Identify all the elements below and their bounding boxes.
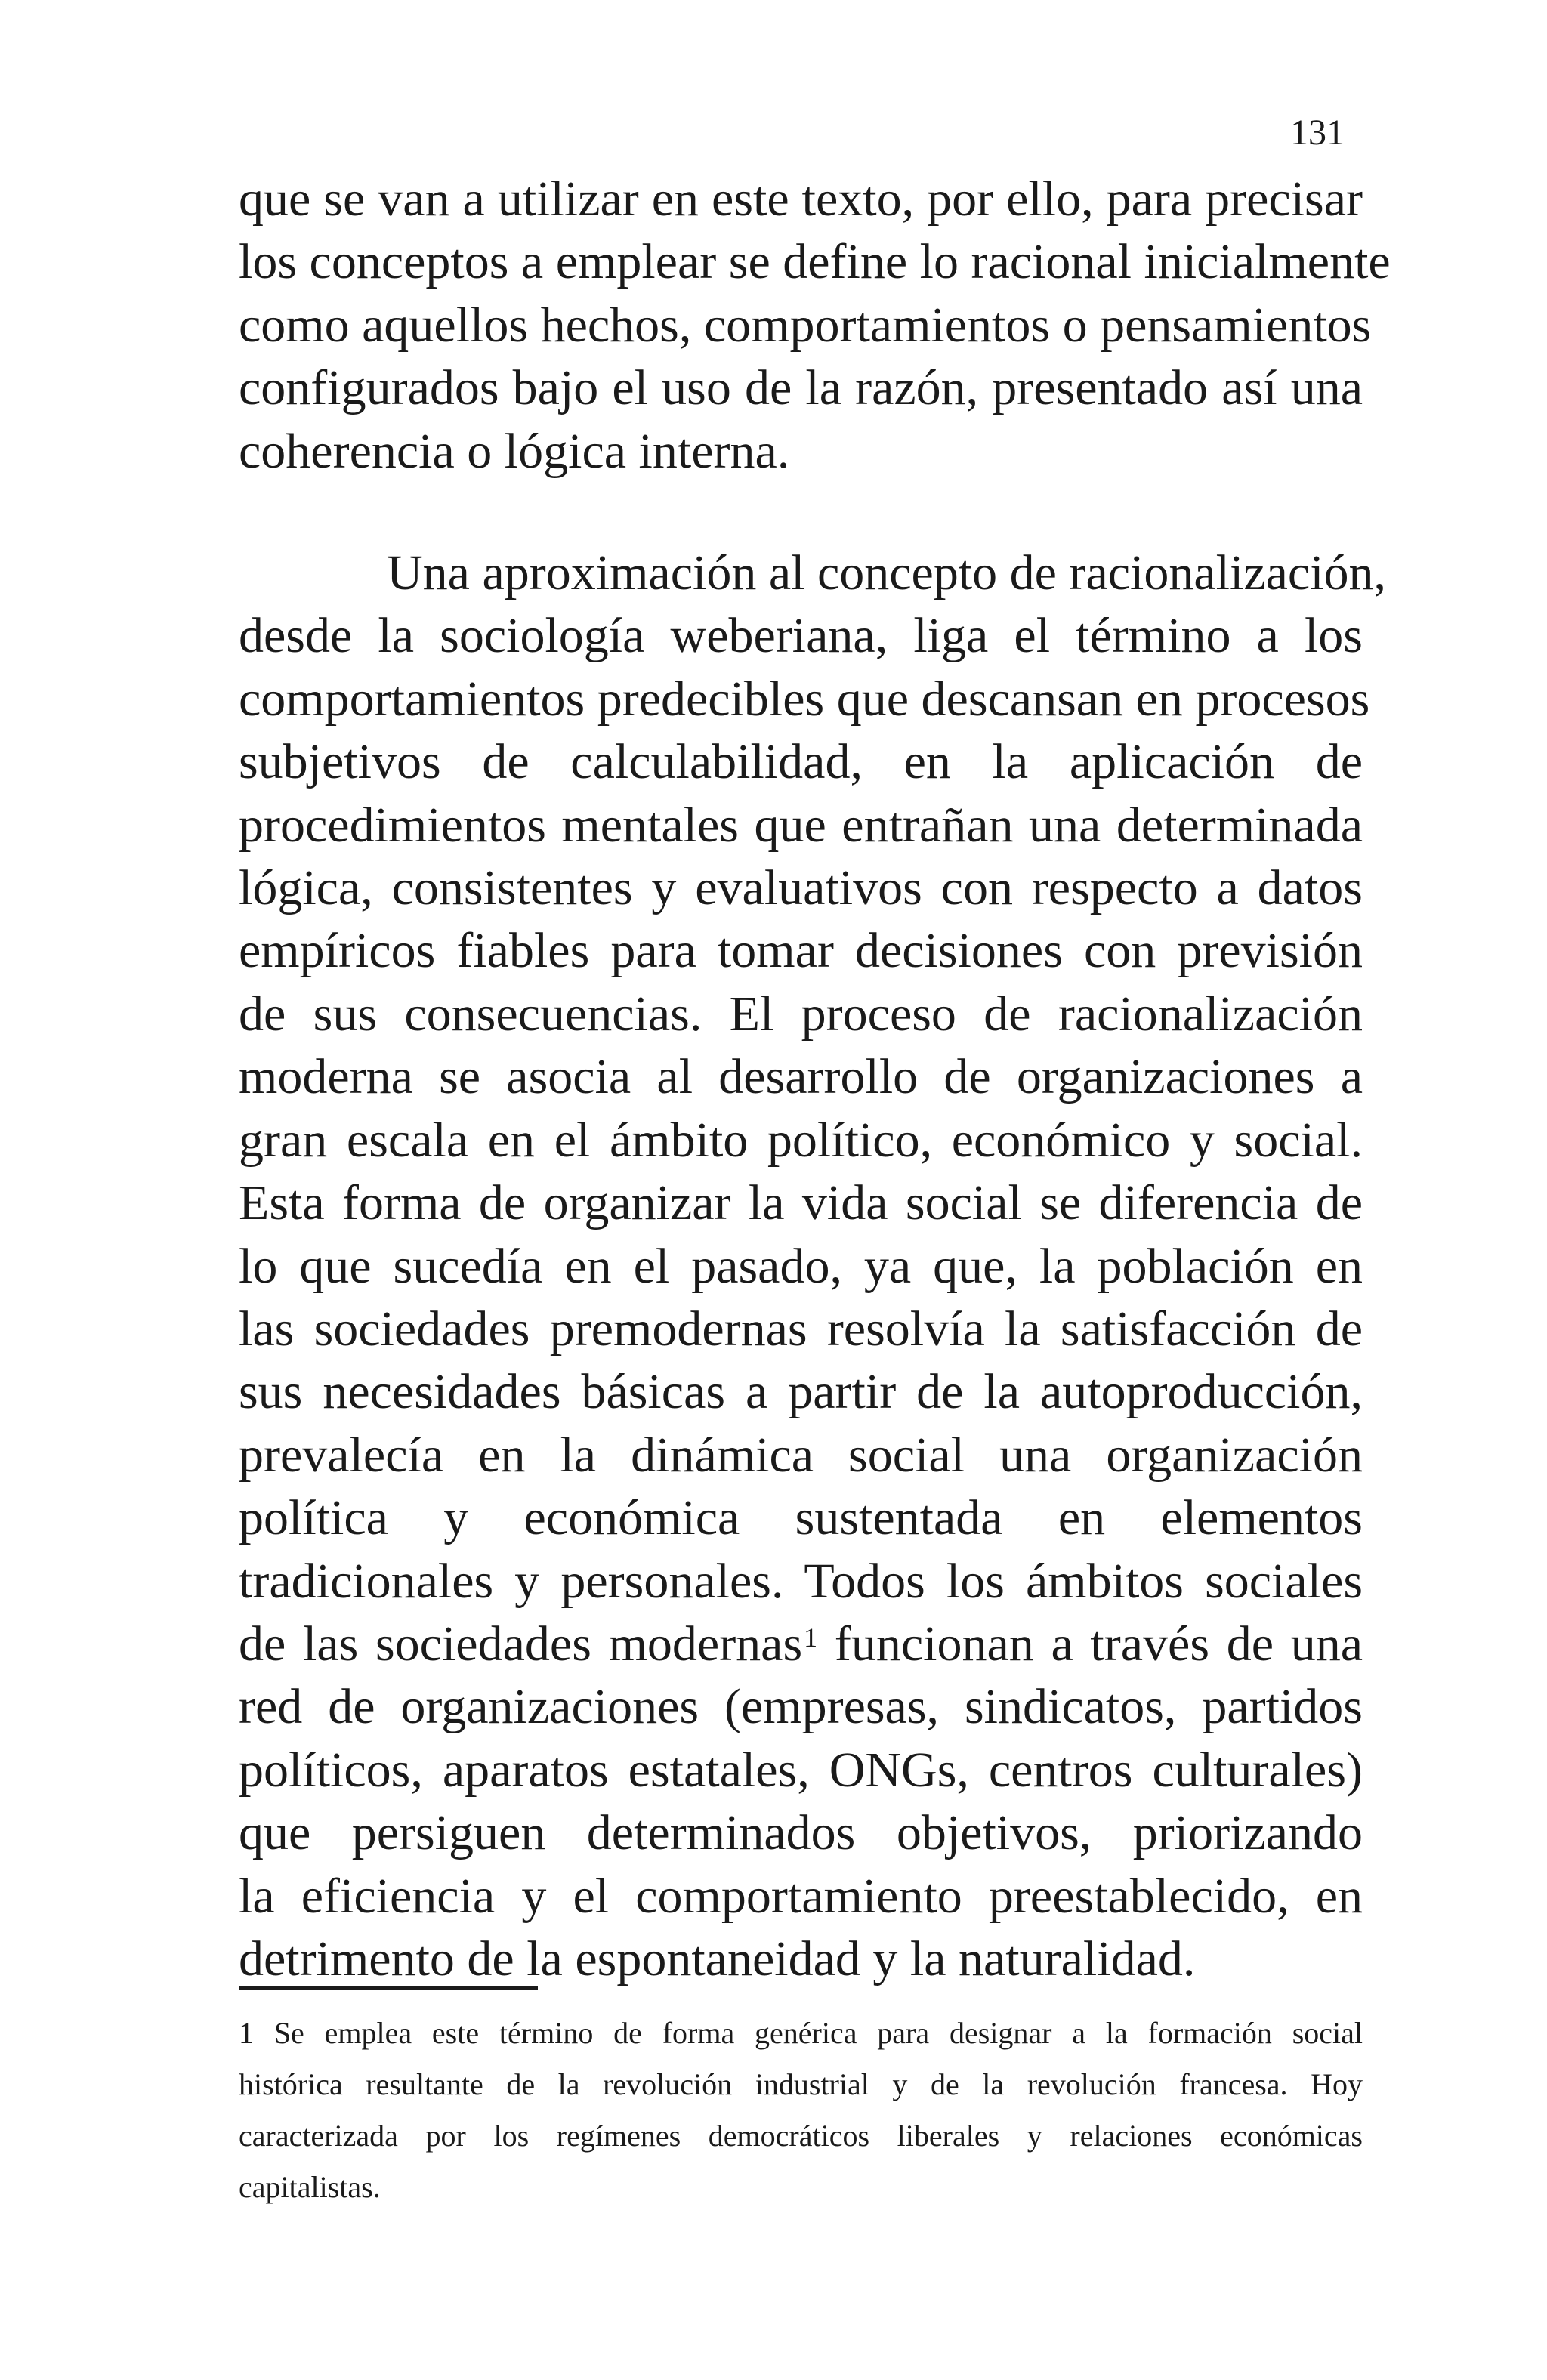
- text-line: sus necesidades básicas a partir de la autoproducción,: [239, 1364, 1363, 1420]
- text-line-with-footnote-ref: [239, 1613, 1363, 1675]
- text-line: subjetivos de calculabilidad, en la aplicación de: [239, 734, 1363, 790]
- text-line: moderna se asocia al desarrollo de organizaciones a: [239, 1049, 1363, 1105]
- text-line: red de organizaciones (empresas, sindicatos, partidos: [239, 1679, 1363, 1735]
- footnote-line: capitalistas.: [239, 2170, 381, 2204]
- text-line: política y económica sustentada en elementos: [239, 1490, 1363, 1546]
- text-line: desde la sociología weberiana, liga el término a los: [239, 608, 1363, 664]
- text-line: detrimento de la espontaneidad y la naturalidad.: [239, 1931, 1196, 1986]
- footnote-line: histórica resultante de la revolución industrial y de la revolución francesa. Hoy: [239, 2067, 1363, 2101]
- text-line: los conceptos a emplear se define lo racional inicialmente: [239, 234, 1391, 290]
- text-line: como aquellos hechos, comportamientos o pensamientos: [239, 297, 1372, 353]
- text-line: gran escala en el ámbito político, económico y social.: [239, 1112, 1363, 1168]
- text-line: prevalecía en la dinámica social una organización: [239, 1427, 1363, 1483]
- text-line: las sociedades premodernas resolvía la satisfacción de: [239, 1301, 1363, 1357]
- text-line: la eficiencia y el comportamiento preestablecido, en: [239, 1868, 1363, 1924]
- text-line: tradicionales y personales. Todos los ámbitos sociales: [239, 1553, 1363, 1609]
- text-line: configurados bajo el uso de la razón, presentado así una: [239, 360, 1363, 416]
- footnote: [239, 2008, 1363, 2213]
- text-fragment: funcionan a través de una: [817, 1616, 1363, 1672]
- footnote-reference[interactable]: 1: [804, 1622, 818, 1653]
- text-line: de sus consecuencias. El proceso de racionalización: [239, 986, 1363, 1042]
- text-line: procedimientos mentales que entrañan una determinada: [239, 797, 1363, 853]
- text-line: que persiguen determinados objetivos, priorizando: [239, 1805, 1363, 1861]
- footnote-line: 1 Se emplea este término de forma genérica para designar a la formación social: [239, 2016, 1363, 2050]
- footnote-divider: [239, 1986, 538, 1990]
- text-line: empíricos fiables para tomar decisiones con previsión: [239, 923, 1363, 979]
- text-line: lógica, consistentes y evaluativos con respecto a datos: [239, 860, 1363, 916]
- text-line: lo que sucedía en el pasado, ya que, la población en: [239, 1238, 1363, 1294]
- text-fragment: de las sociedades modernas: [239, 1616, 803, 1672]
- footnote-line: caracterizada por los regímenes democráticos liberales y relaciones económicas: [239, 2119, 1363, 2153]
- text-line: que se van a utilizar en este texto, por ello, para precisar: [239, 171, 1363, 227]
- body-text: [239, 168, 1391, 1990]
- text-line: coherencia o lógica interna.: [239, 423, 790, 479]
- paragraph-1: [239, 168, 1391, 483]
- text-line: políticos, aparatos estatales, ONGs, centros culturales): [239, 1742, 1363, 1798]
- text-line: Esta forma de organizar la vida social se diferencia de: [239, 1175, 1363, 1231]
- text-line: Una aproximación al concepto de racionalización,: [387, 545, 1387, 601]
- text-line: comportamientos predecibles que descansan en procesos: [239, 671, 1370, 727]
- page-number: 131: [1290, 113, 1345, 153]
- paragraph-2: [239, 542, 1387, 1990]
